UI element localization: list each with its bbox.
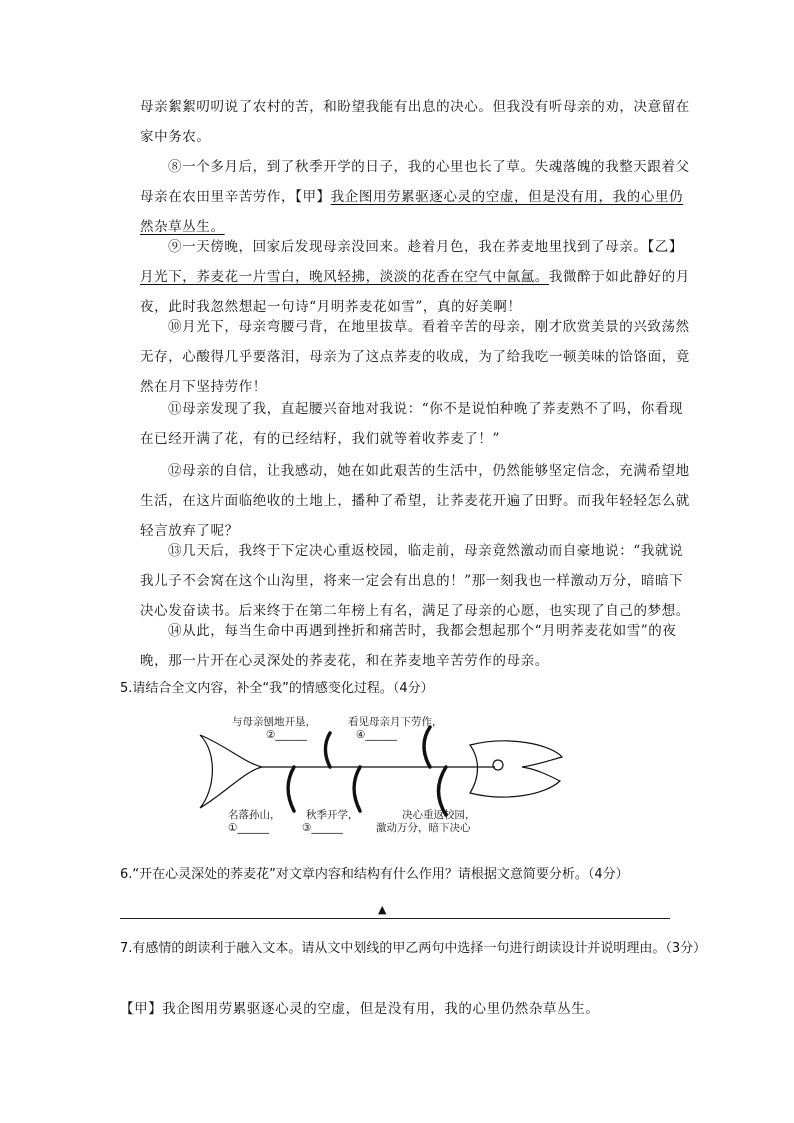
bone-bottom-2 xyxy=(354,767,360,811)
bone-bottom-3 xyxy=(439,767,447,815)
question-6: 6.“开在心灵深处的荞麦花”对文章内容和结构有什么作用？请根据文意简要分析。（4分） xyxy=(120,867,629,882)
para-14: ⑭从此，每当生命中再遇到挫折和痛苦时，我都会想起那个“月明荞麦花如雪”的夜晚，那一片开在心灵深处的荞麦花，和在荞麦地辛苦劳作的母亲。 xyxy=(140,623,677,669)
para-8 xyxy=(140,152,696,242)
para-9 xyxy=(140,232,696,322)
blank-3: ③______ xyxy=(302,822,343,834)
label-top-1: 与母亲刨地开垦， xyxy=(232,716,316,728)
para-10: ⑩月光下，母亲弯腰弓背，在地里拔草。看着辛苦的母亲，刚才欣赏美景的兴致荡然无存，心酸得几乎要落泪，母亲为了这点荞麦的收成，为了给我吃一顿美味的饸饹面，竟然在月下坚持劳作！ xyxy=(140,319,690,395)
fish-eye xyxy=(493,760,503,770)
label-bottom-3: 决心重返校园， xyxy=(402,809,476,821)
bone-bottom-1 xyxy=(288,767,294,811)
fishbone-diagram xyxy=(0,705,794,845)
para-13: ⑬几天后，我终于下定决心重返校园，临走前，母亲竟然激动而自豪地说：“我就说我儿子不会窝在这个山沟里，将来一定会有出息的！”那一刻我也一样激动万分，暗暗下决心发奋读书。后来终于在第二年榜上有名，满足了母亲的心愿，也实现了自己的梦想。 xyxy=(140,543,690,619)
blank-1: ①______ xyxy=(228,822,269,834)
para-11: ⑪母亲发现了我，直起腰兴奋地对我说：“你不是说怕种晚了荞麦熟不了吗，你看现在已经开满了花，有的已经结籽，我们就等着收荞麦了！” xyxy=(140,401,684,447)
para-9-rest: 我微醉于如此静好的月夜，此时我忽然想起一句诗“月明荞麦花如雪”，真的好美啊！ xyxy=(140,269,690,315)
para-12: ⑫母亲的自信，让我感动，她在如此艰苦的生活中，仍然能够坚定信念，充满希望地生活，在这片面临绝收的土地上，播种了希望，让荞麦花开遍了田野。而我年轻轻怎么就轻言放弃了呢？ xyxy=(140,463,690,539)
label-bottom-3b: 激动万分，暗下决心 xyxy=(376,822,471,834)
label-top-2: 看见母亲月下劳作， xyxy=(348,716,443,728)
label-bottom-1: 名落孙山， xyxy=(228,809,281,821)
para-9-text: ⑨一天傍晚，回家后发现母亲没回来。趁着月色，我在荞麦地里找到了母亲。【乙】 xyxy=(168,239,683,255)
sentence-yi-underlined: 月光下，荞麦花一片雪白，晚风轻拂，淡淡的花香在空气中氤氲。 xyxy=(140,269,549,285)
sentence-jia-underlined: 我企图用劳累驱逐心灵的空虚，但是没有用，我的心里仍然杂草丛生。 xyxy=(140,189,684,235)
bone-top-2 xyxy=(424,727,430,767)
answer-line xyxy=(120,918,670,919)
bone-top-1 xyxy=(326,733,331,767)
fish-tail xyxy=(200,735,262,808)
label-bottom-2: 秋季开学， xyxy=(306,809,359,821)
question-7: 7.有感情的朗读利于融入文本。请从文中划线的甲乙两句中选择一句进行朗读设计并说明理由。（3分） xyxy=(120,941,707,956)
para-intro: 母亲絮絮叨叨说了农村的苦，和盼望我能有出息的决心。但我没有听母亲的劝，决意留在家中务农。 xyxy=(140,99,690,145)
answer-marker: ▲ xyxy=(378,903,387,916)
para-8-text: ⑧一个多月后，到了秋季开学的日子，我的心里也长了草。失魂落魄的我整天跟着父母亲在农田里辛苦劳作，【甲】 xyxy=(140,159,690,205)
fish-head xyxy=(470,741,562,797)
blank-4: ④______ xyxy=(356,729,397,741)
sentence-jia-quote: 【甲】我企图用劳累驱逐心灵的空虚，但是没有用，我的心里仍然杂草丛生。 xyxy=(120,1001,600,1017)
question-5: 5.请结合全文内容，补全“我”的情感变化过程。（4分） xyxy=(120,681,434,696)
blank-2: ②______ xyxy=(266,729,307,741)
